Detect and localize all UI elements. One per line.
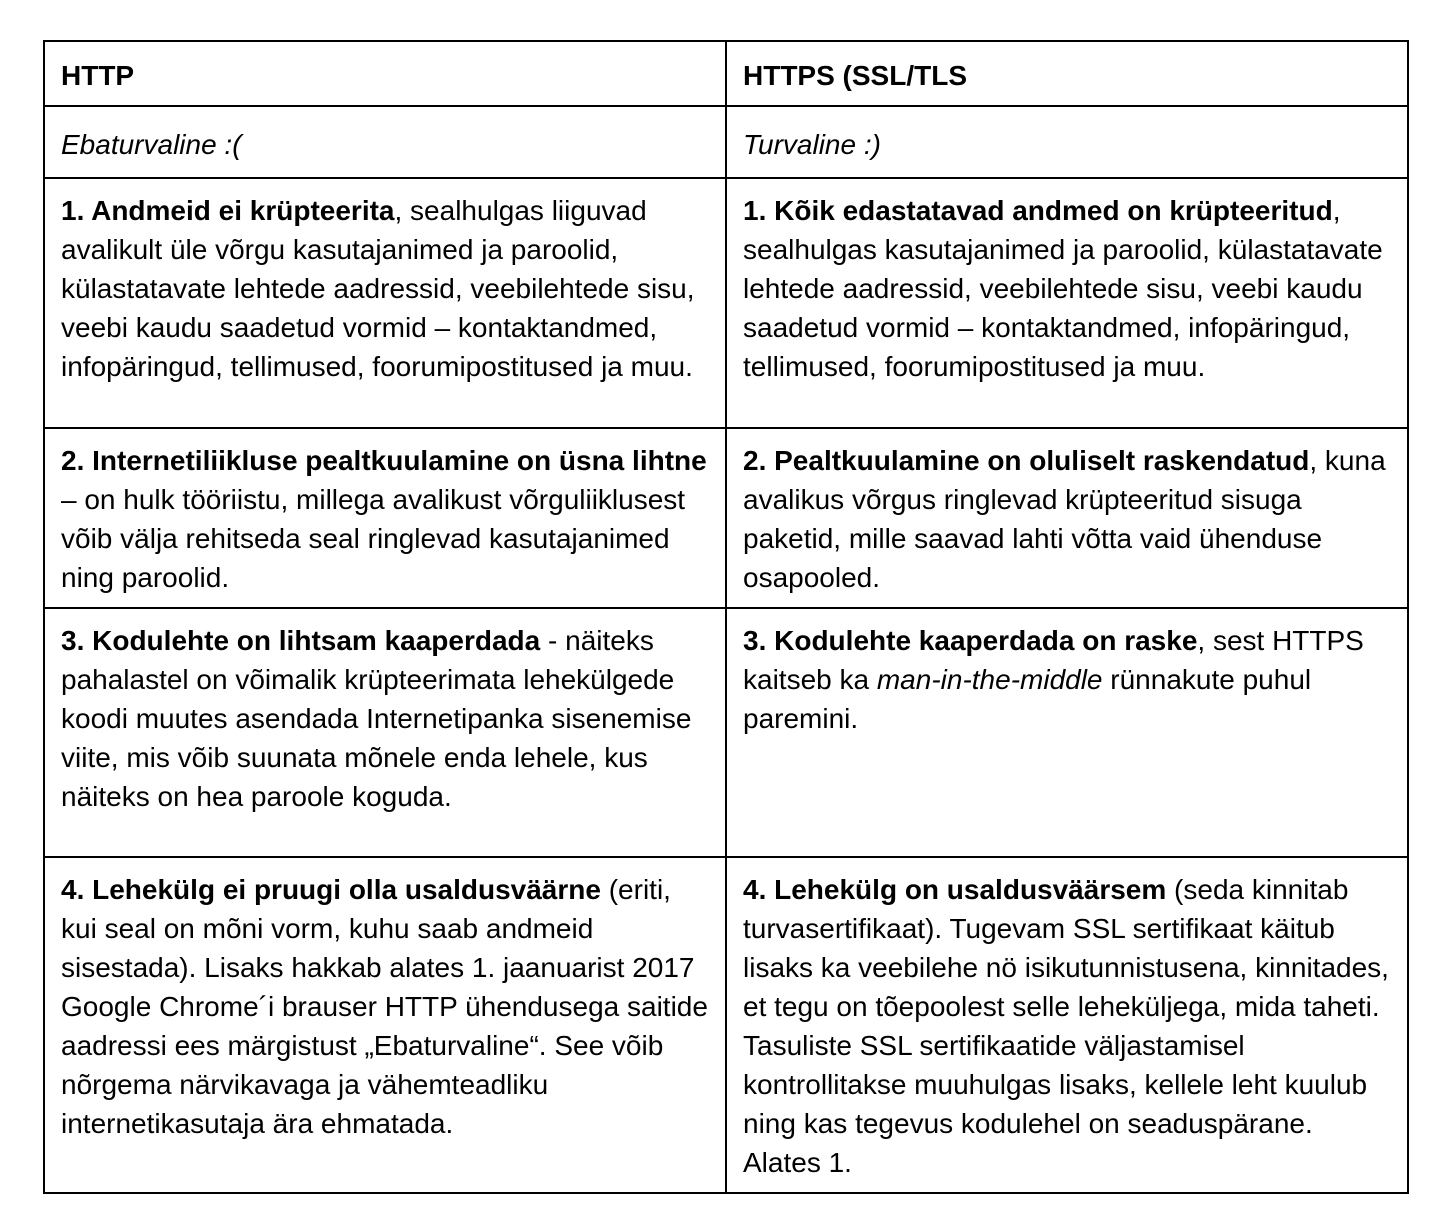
text-segment: 1. Andmeid ei krüpteerita bbox=[61, 195, 395, 226]
text-segment: 2. Internetiliikluse pealtkuulamine on üsna lihtne bbox=[61, 445, 707, 476]
text-segment: (seda kinnitab turvasertifikaat). Tugevam SSL sertifikaat käitub lisaks ka veebilehe nö isikutunnistusena, kinnitades, et tegu on tõepoolest selle leheküljega, mida taheti. Tasuliste SSL sertifikaatide väljastamisel kontrollitakse muuhulgas lisaks, kellele leht kuulub ning kas tegevus kodulehel on seaduspärane. Alates 1. bbox=[743, 874, 1389, 1178]
cell-header-http bbox=[44, 41, 726, 106]
text-segment: 3. Kodulehte on lihtsam kaaperdada bbox=[61, 625, 541, 656]
text-segment: , sest HTTPS kaitseb ka bbox=[743, 625, 1364, 695]
cell-point-1-https bbox=[726, 178, 1408, 428]
text-segment: , kuna avalikus võrgus ringlevad krüpteeritud sisuga paketid, mille saavad lahti võtta vaid ühenduse osapooled. bbox=[743, 445, 1386, 593]
text-segment: 2. Pealtkuulamine on oluliselt raskendatud bbox=[743, 445, 1310, 476]
text-segment: , sealhulgas liiguvad avalikult üle võrgu kasutajanimed ja paroolid, külastatavate lehtede aadressid, veebilehtede sisu, veebi kaudu saadetud vormid – kontaktandmed, infopäringud, tellimused, foorumipostitused ja muu. bbox=[61, 195, 695, 382]
cell-point-4-https bbox=[726, 857, 1408, 1193]
text-segment: (eriti, kui seal on mõni vorm, kuhu saab andmeid sisestada). Lisaks hakkab alates 1. jaanuarist 2017 Google Chrome´i brauser HTTP ühendusega saitide aadressi ees märgistust „Ebaturvaline“. See võib nõrgema närvikavaga ja vähemteadliku internetikasutaja ära ehmatada. bbox=[61, 874, 708, 1139]
cell-point-4-http bbox=[44, 857, 726, 1193]
text-segment: 1. Kõik edastatavad andmed on krüpteeritud bbox=[743, 195, 1333, 226]
table-row-point-3 bbox=[44, 608, 1408, 857]
text-segment: man-in-the-middle bbox=[876, 664, 1103, 695]
table-row-point-2 bbox=[44, 428, 1408, 608]
cell-point-1-http bbox=[44, 178, 726, 428]
text-segment: rünnakute puhul paremini. bbox=[743, 664, 1312, 734]
text-segment: , sealhulgas kasutajanimed ja paroolid, külastatavate lehtede aadressid, veebilehtede sisu, veebi kaudu saadetud vormid – kontaktandmed, infopäringud, tellimused, foorumipostitused ja muu. bbox=[743, 195, 1383, 382]
text-segment: HTTPS (SSL/TLS bbox=[743, 60, 967, 91]
cell-point-2-http bbox=[44, 428, 726, 608]
cell-point-2-https bbox=[726, 428, 1408, 608]
text-segment: Ebaturvaline :( bbox=[61, 129, 242, 160]
text-segment: – on hulk tööriistu, millega avalikust võrguliiklusest võib välja rehitseda seal ringlevad kasutajanimed ning paroolid. bbox=[61, 484, 686, 593]
cell-point-3-http bbox=[44, 608, 726, 857]
cell-subheader-https bbox=[726, 106, 1408, 178]
cell-point-3-https bbox=[726, 608, 1408, 857]
text-segment: Turvaline :) bbox=[743, 129, 881, 160]
table-row-subheader bbox=[44, 106, 1408, 178]
table-row-header bbox=[44, 41, 1408, 106]
table-row-point-4 bbox=[44, 857, 1408, 1193]
text-segment: 4. Lehekülg on usaldusväärsem bbox=[743, 874, 1167, 905]
http-https-comparison-table bbox=[43, 40, 1409, 1194]
cell-header-https bbox=[726, 41, 1408, 106]
text-segment: - näiteks pahalastel on võimalik krüpteerimata lehekülgede koodi muutes asendada Internetipanka sisenemise viite, mis võib suunata mõnele enda lehele, kus näiteks on hea paroole koguda. bbox=[61, 625, 692, 812]
cell-subheader-http bbox=[44, 106, 726, 178]
table-row-point-1 bbox=[44, 178, 1408, 428]
comparison-table-body bbox=[44, 41, 1408, 1193]
text-segment: HTTP bbox=[61, 60, 135, 91]
text-segment: 4. Lehekülg ei pruugi olla usaldusväärne bbox=[61, 874, 601, 905]
text-segment: 3. Kodulehte kaaperdada on raske bbox=[743, 625, 1198, 656]
